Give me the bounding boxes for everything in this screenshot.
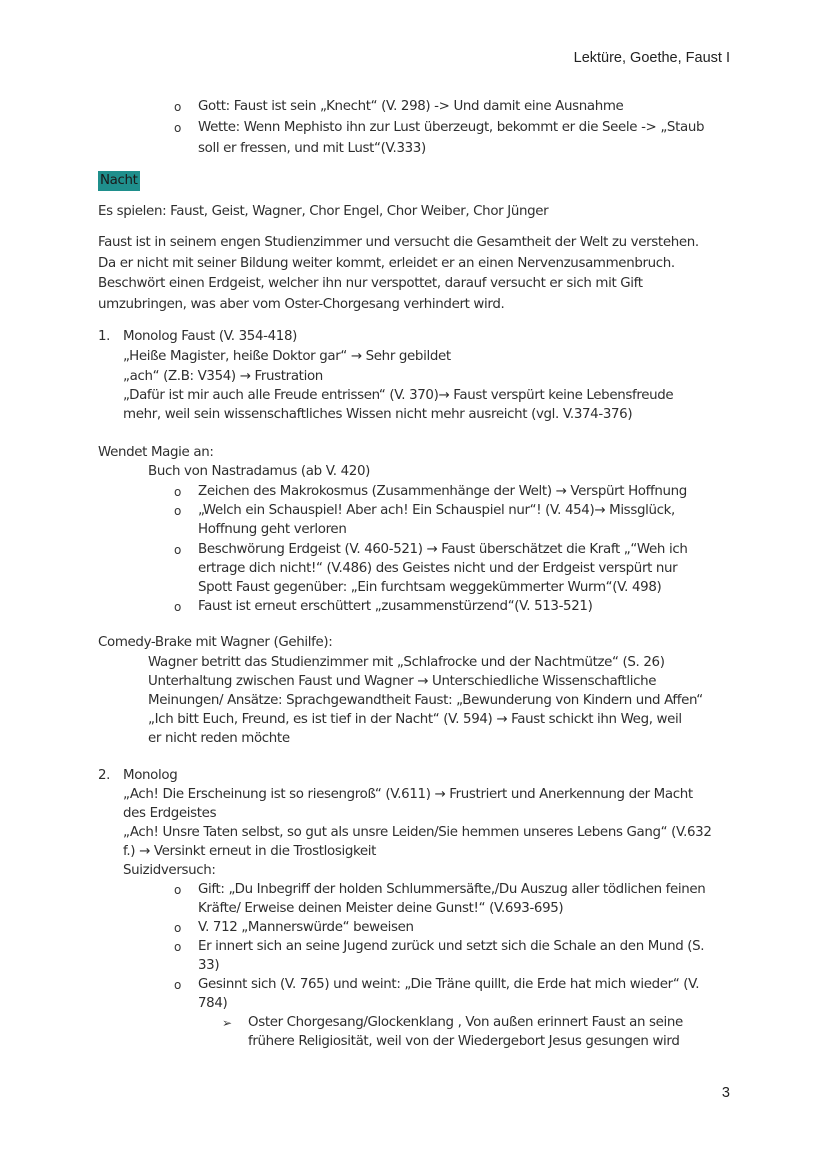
cast-line: Es spielen: Faust, Geist, Wagner, Chor Engel, Chor Weiber, Chor Jünger — [98, 204, 549, 219]
bullet-marker: o — [174, 883, 182, 897]
bullet-marker: o — [174, 921, 182, 935]
bullet-marker: o — [174, 504, 182, 518]
suizid-bullet: Er innert sich an seine Jugend zurück und setzt sich die Schale an den Mund (S. — [198, 939, 705, 954]
monolog1-line: „ach“ (Z.B: V354) → Frustration — [123, 369, 323, 384]
monolog1-line: „Heiße Magister, heiße Doktor gar“ → Sehr gebildet — [123, 349, 451, 364]
comedy-line: „Ich bitt Euch, Freund, es ist tief in der Nacht“ (V. 594) → Faust schickt ihn Weg, weil — [148, 712, 682, 727]
monolog2-line: „Ach! Unsre Taten selbst, so gut als unsre Leiden/Sie hemmen unseres Lebens Gang“ (V.632 — [123, 825, 712, 840]
bullet-marker: o — [174, 940, 182, 954]
subbullet-line: Oster Chorgesang/Glockenklang , Von außen erinnert Faust an seine — [248, 1015, 683, 1030]
suizid-bullet-cont: 784) — [198, 996, 228, 1011]
magie-bullet: Zeichen des Makrokosmus (Zusammenhänge der Welt) → Verspürt Hoffnung — [198, 484, 687, 499]
comedy-heading: Comedy-Brake mit Wagner (Gehilfe): — [98, 635, 333, 650]
magie-heading: Wendet Magie an: — [98, 445, 214, 460]
bullet-marker: o — [174, 100, 182, 114]
arrow-bullet-icon: ➢ — [222, 1016, 233, 1030]
comedy-line: Meinungen/ Ansätze: Sprachgewandtheit Faust: „Bewunderung von Kindern und Affen“ — [148, 693, 703, 708]
bullet-marker: o — [174, 485, 182, 499]
section-heading-nacht: Nacht — [98, 171, 140, 191]
comedy-line: er nicht reden möchte — [148, 731, 290, 746]
suizid-bullet-cont: 33) — [198, 958, 220, 973]
list-number: 1. — [98, 329, 111, 344]
comedy-line: Unterhaltung zwischen Faust und Wagner → Unterschiedliche Wissenschaftliche — [148, 674, 657, 689]
bullet-wette: Wette: Wenn Mephisto ihn zur Lust überzeugt, bekommt er die Seele -> „Staub — [198, 120, 705, 135]
magie-bullet: „Welch ein Schauspiel! Aber ach! Ein Schauspiel nur“! (V. 454)→ Missglück, — [198, 503, 675, 518]
monolog2-line: f.) → Versinkt erneut in die Trostlosigkeit — [123, 844, 377, 859]
bullet-wette-cont: soll er fressen, und mit Lust“(V.333) — [198, 141, 426, 156]
bullet-gott: Gott: Faust ist sein „Knecht“ (V. 298) -> Und damit eine Ausnahme — [198, 99, 624, 114]
monolog1-line: „Dafür ist mir auch alle Freude entrissen“ (V. 370)→ Faust verspürt keine Lebensfreude — [123, 388, 674, 403]
monolog1-line: mehr, weil sein wissenschaftliches Wissen nicht mehr ausreicht (vgl. V.374-376) — [123, 407, 633, 422]
suizid-bullet: V. 712 „Mannerswürde“ beweisen — [198, 920, 414, 935]
bullet-marker: o — [174, 978, 182, 992]
suizid-bullet: Gesinnt sich (V. 765) und weint: „Die Träne quillt, die Erde hat mich wieder“ (V. — [198, 977, 700, 992]
monolog1-title: Monolog Faust (V. 354-418) — [123, 329, 297, 344]
subbullet-line: frühere Religiosität, weil von der Wiedergebort Jesus gesungen wird — [248, 1034, 680, 1049]
summary-line: Beschwört einen Erdgeist, welcher ihn nur verspottet, darauf versucht er sich mit Gift — [98, 276, 643, 291]
monolog2-line: „Ach! Die Erscheinung ist so riesengroß“ (V.611) → Frustriert und Anerkennung der Macht — [123, 787, 693, 802]
suizid-bullet-cont: Kräfte/ Erweise deinen Meister deine Gunst!“ (V.693-695) — [198, 901, 564, 916]
magie-bullet-cont: Hoffnung geht verloren — [198, 522, 347, 537]
magie-bullet-cont: Spott Faust gegenüber: „Ein furchtsam weggekümmerter Wurm“(V. 498) — [198, 580, 662, 595]
list-number: 2. — [98, 768, 111, 783]
bullet-marker: o — [174, 121, 182, 135]
monolog2-title: Monolog — [123, 768, 178, 783]
summary-line: Faust ist in seinem engen Studienzimmer und versucht die Gesamtheit der Welt zu verstehen. — [98, 235, 699, 250]
magie-sub: Buch von Nastradamus (ab V. 420) — [148, 464, 370, 479]
magie-bullet: Beschwörung Erdgeist (V. 460-521) → Faust überschätzet die Kraft „“Weh ich — [198, 542, 688, 557]
page-number: 3 — [721, 1085, 730, 1101]
comedy-line: Wagner betritt das Studienzimmer mit „Schlafrocke und der Nachtmütze“ (S. 26) — [148, 655, 665, 670]
magie-bullet: Faust ist erneut erschüttert „zusammenstürzend“(V. 513-521) — [198, 599, 593, 614]
summary-line: umzubringen, was aber vom Oster-Chorgesang verhindert wird. — [98, 297, 505, 312]
monolog2-line: Suizidversuch: — [123, 863, 216, 878]
suizid-bullet: Gift: „Du Inbegriff der holden Schlummersäfte,/Du Auszug aller tödlichen feinen — [198, 882, 706, 897]
magie-bullet-cont: ertrage dich nicht!“ (V.486) des Geistes nicht und der Erdgeist verspürt nur — [198, 561, 678, 576]
bullet-marker: o — [174, 600, 182, 614]
monolog2-line: des Erdgeistes — [123, 806, 217, 821]
page-header: Lektüre, Goethe, Faust I — [573, 50, 730, 66]
summary-line: Da er nicht mit seiner Bildung weiter kommt, erleidet er an einen Nervenzusammenbruch. — [98, 256, 675, 271]
bullet-marker: o — [174, 543, 182, 557]
